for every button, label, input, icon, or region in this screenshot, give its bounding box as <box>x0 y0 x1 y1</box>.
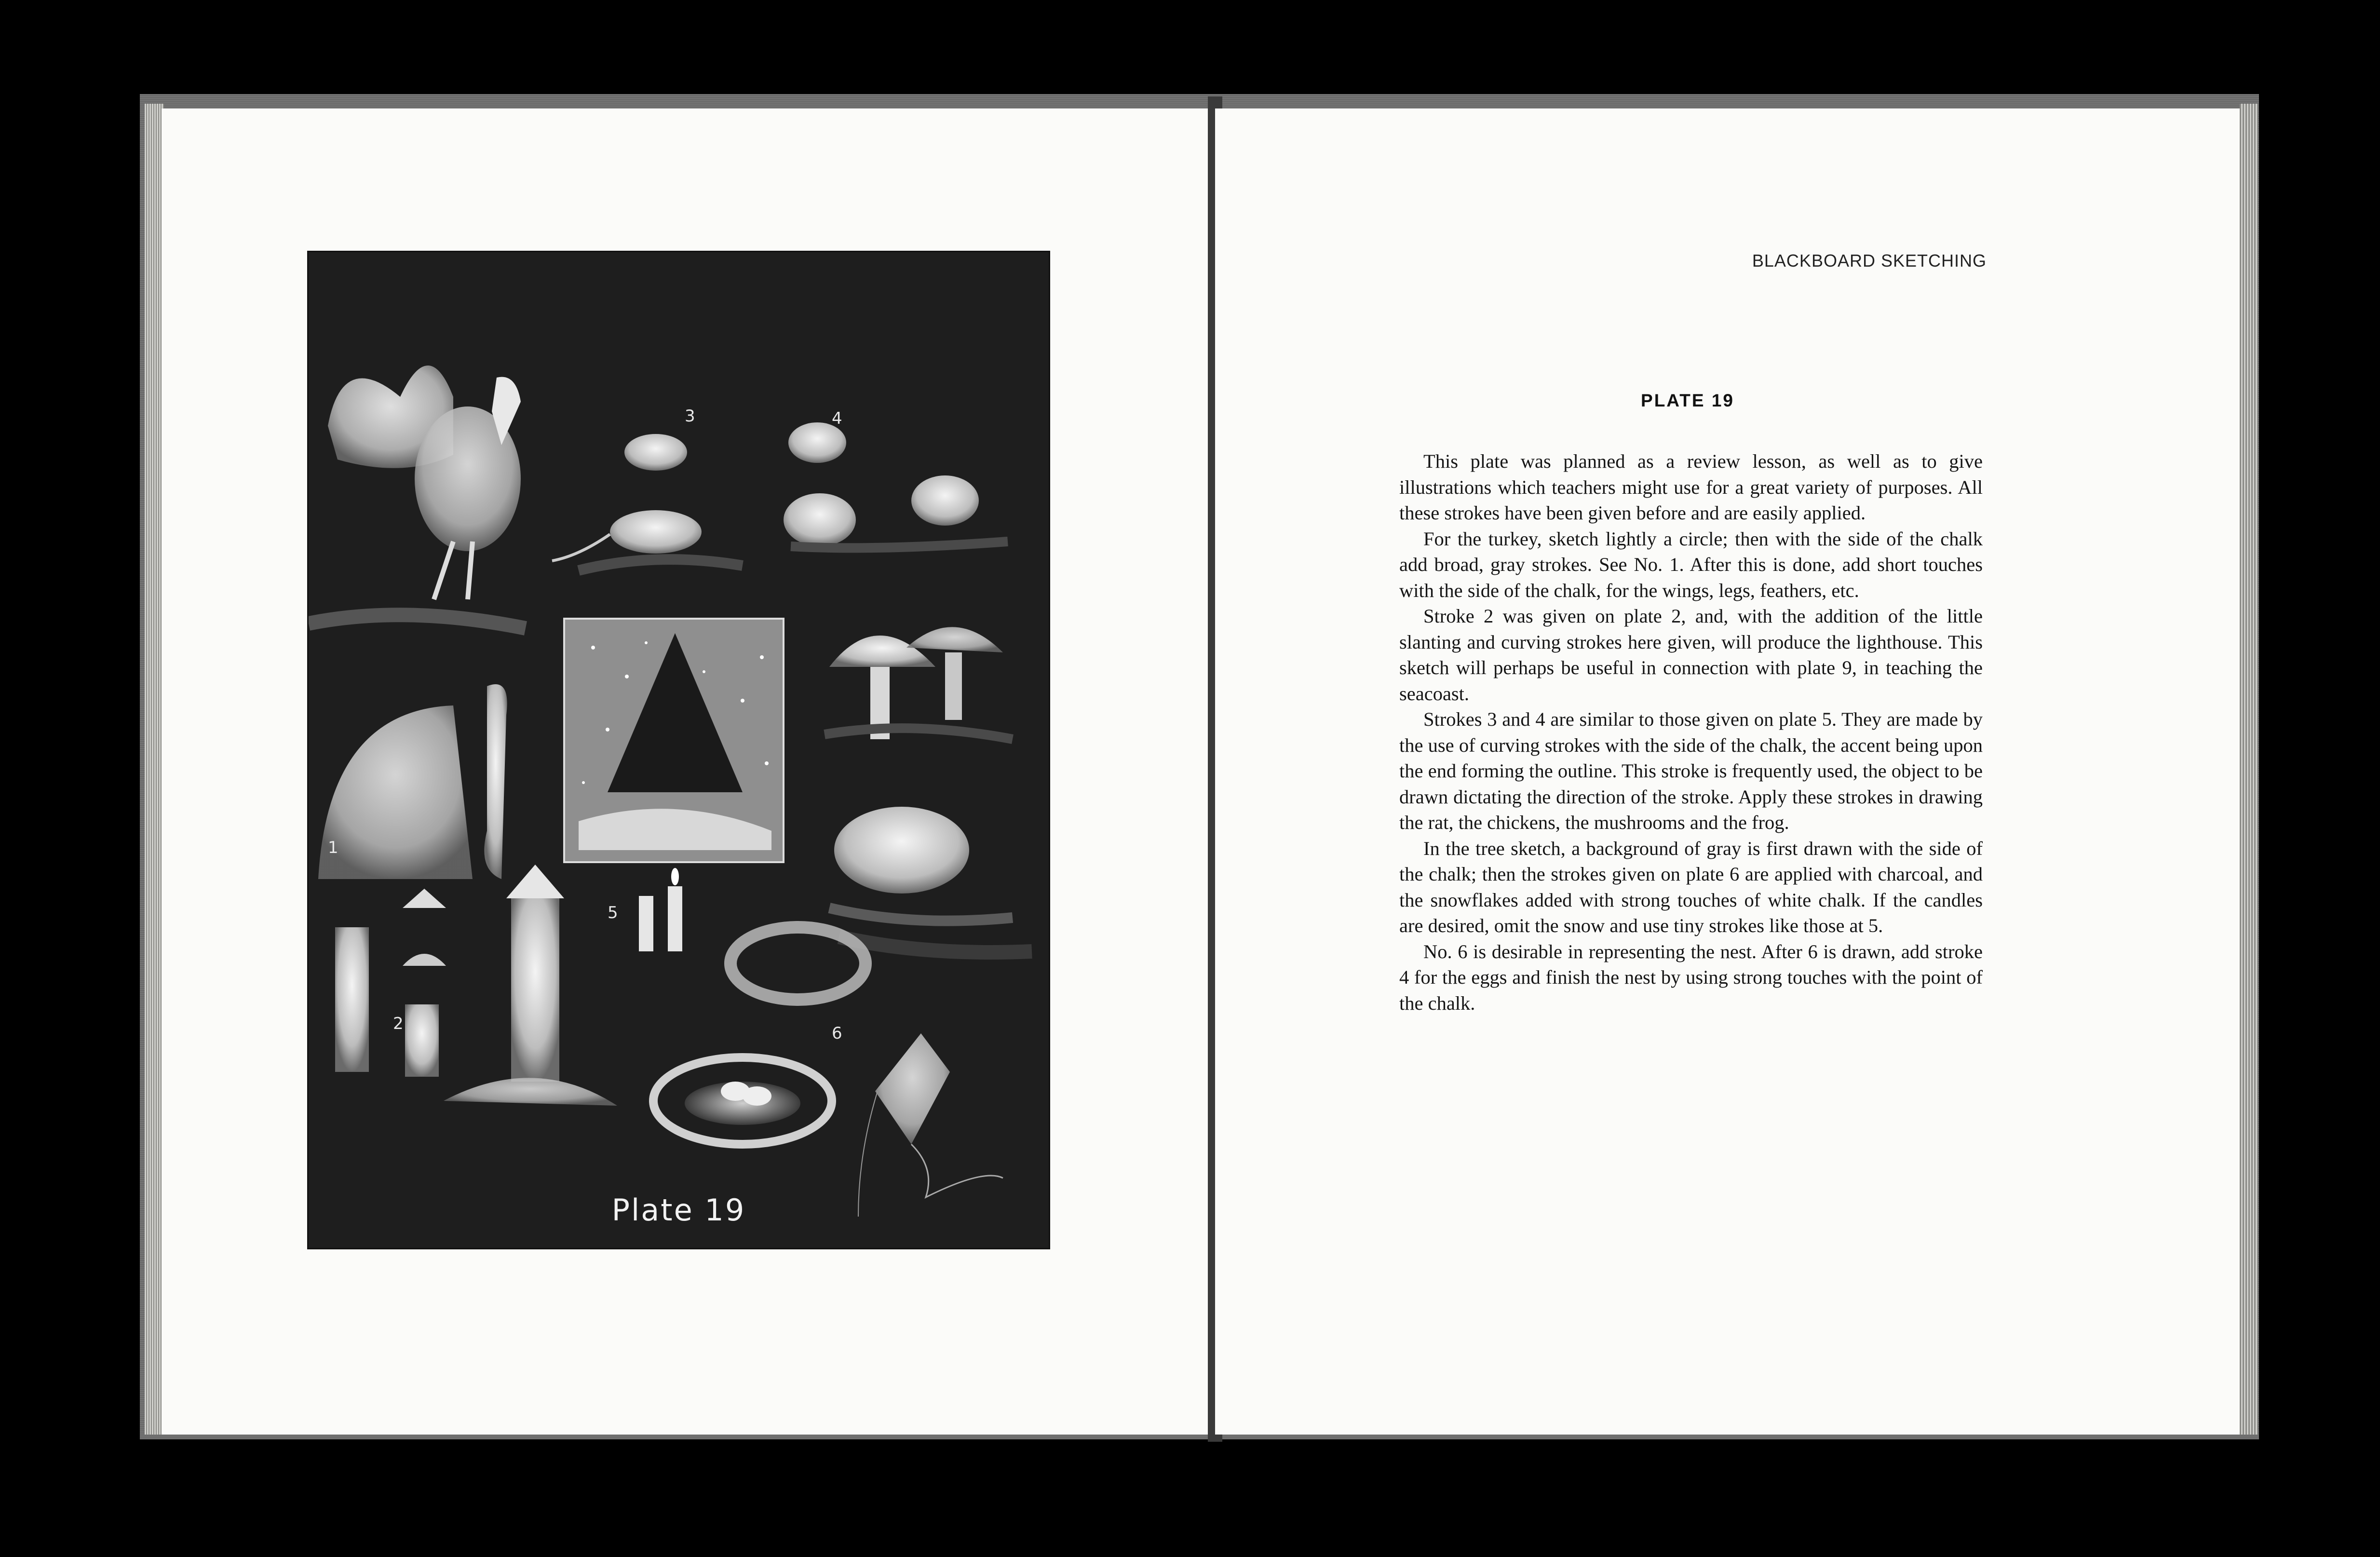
paragraph: For the turkey, sketch lightly a circle; then with the side of the chalk add broad, gray strokes. See No. 1. After this is done, add short touches with the side of the chalk, for the wings, legs, feathers, etc. <box>1399 528 1983 601</box>
sketch-number-2: 2 <box>393 1014 404 1033</box>
chalk-drawings <box>309 252 1049 1248</box>
sketch-number-1: 1 <box>328 838 338 857</box>
sketch-number-4: 4 <box>832 409 842 428</box>
paragraph: This plate was planned as a review lesson, as well as to give illustrations which teachers might use for a great variety of purposes. All these strokes have been given before and are easily applied. <box>1399 450 1983 524</box>
sketch-number-3: 3 <box>685 406 695 426</box>
page-title: PLATE 19 <box>1641 391 1734 410</box>
body-text <box>1399 448 1983 1016</box>
snow-tree-drawing <box>564 619 784 862</box>
sketch-number-6: 6 <box>832 1024 842 1043</box>
page-edges-right <box>2240 104 2258 1435</box>
sketch-number-5: 5 <box>608 903 618 922</box>
running-head: BLACKBOARD SKETCHING <box>1752 251 1987 271</box>
paragraph: In the tree sketch, a background of gray is first drawn with the side of the chalk; then the strokes given on plate 6 are applied with charcoal, and the snowflakes added with strong touches of white chalk. If the candles are desired, omit the snow and use tiny strokes like those at 5. <box>1399 837 1983 936</box>
paragraph: Strokes 3 and 4 are similar to those given on plate 5. They are made by the use of curving strokes with the side of the chalk, the accent being upon the end forming the outline. This stroke is frequently used, the object to be drawn dictating the direction of the stroke. Apply these strokes in drawing the rat, the chickens, the mushrooms and the frog. <box>1399 708 1983 833</box>
plate-caption: Plate 19 <box>611 1192 746 1228</box>
paragraph: No. 6 is desirable in representing the nest. After 6 is drawn, add stroke 4 for the eggs and finish the nest by using strong touches with the point of the chalk. <box>1399 940 1983 1014</box>
chalk-plate-illustration <box>307 251 1050 1249</box>
page-edges-left <box>145 104 164 1435</box>
paragraph: Stroke 2 was given on plate 2, and, with the addition of the little slanting and curving strokes here given, will produce the lighthouse. This sketch will perhaps be useful in connection with plate 9, in teaching the seacoast. <box>1399 605 1983 704</box>
